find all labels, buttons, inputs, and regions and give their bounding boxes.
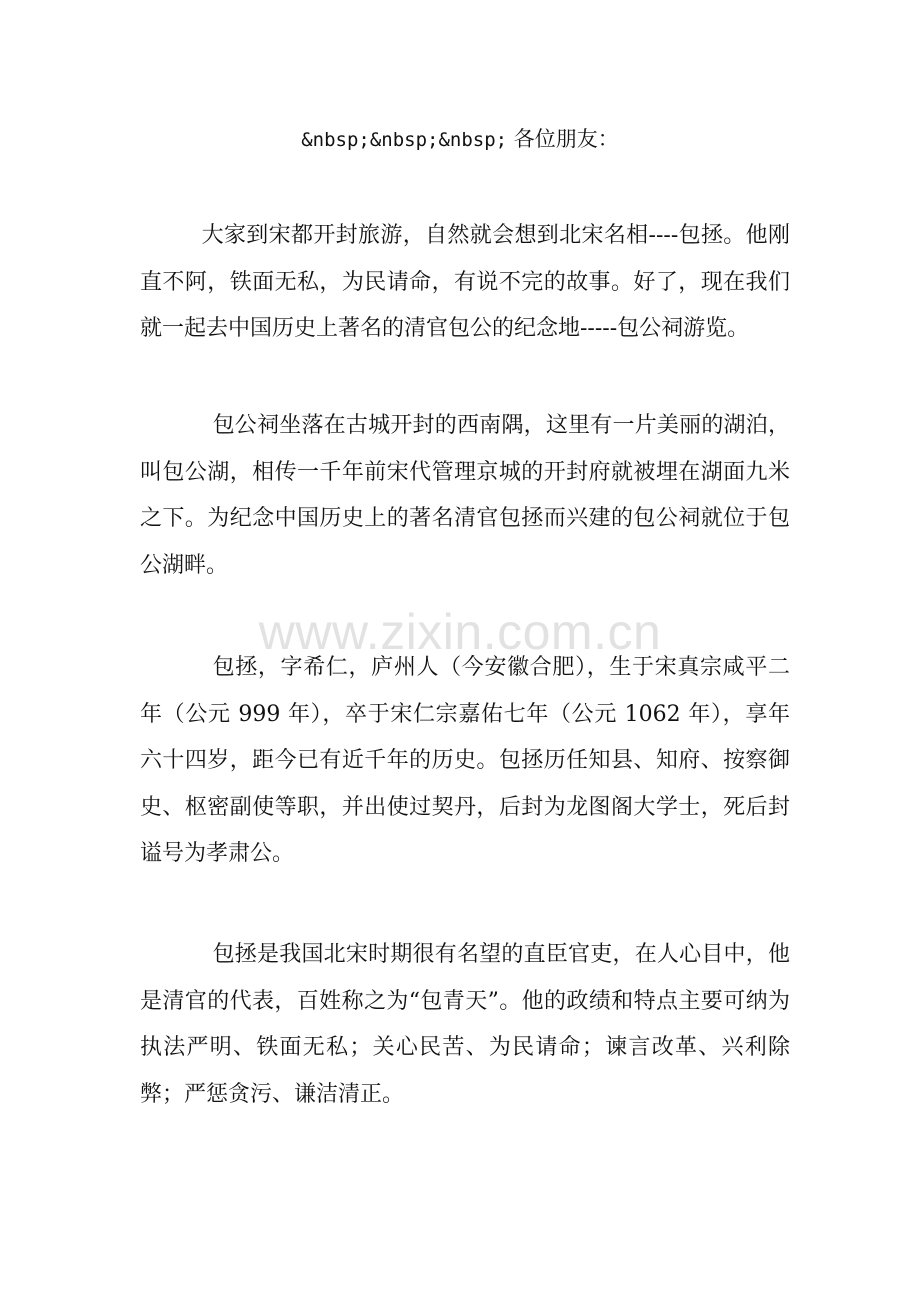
greeting-line (0, 124, 920, 155)
paragraph-biography: 包拯，字希仁，庐州人（今安徽合肥），生于宋真宗咸平二年（公元 999 年），卒于宋仁宗嘉佑七年（公元 1062 年），享年六十四岁，距今已有近千年的历史。包拯历任知县、知府、按察御史、枢密副使等职，并出使过契丹，后封为龙图阁大学士，死后封谥号为孝肃公。 (140, 655, 790, 866)
nbsp-entity-text: &nbsp;&nbsp;&nbsp; (301, 129, 508, 151)
greeting-text: 各位朋友： (513, 127, 619, 151)
paragraph-legacy: 包拯是我国北宋时期很有名望的直臣官吏，在人心目中，他是清官的代表，百姓称之为“包青天”。他的政绩和特点主要可纳为执法严明、铁面无私；关心民苦、为民请命；谏言改革、兴利除弊；严惩贪污、谦洁清正。 (140, 942, 790, 1107)
paragraph-intro: 大家到宋都开封旅游，自然就会想到北宋名相----包拯。他刚直不阿，铁面无私，为民请命，有说不完的故事。好了，现在我们就一起去中国历史上著名的清官包公的纪念地-----包公祠游览。 (140, 223, 790, 341)
watermark-text: www.zixin.com.cn (258, 604, 662, 660)
paragraph-location: 包公祠坐落在古城开封的西南隅，这里有一片美丽的湖泊，叫包公湖，相传一千年前宋代管理京城的开封府就被埋在湖面九米之下。为纪念中国历史上的著名清官包拯而兴建的包公祠就位于包公湖畔。 (140, 413, 790, 578)
